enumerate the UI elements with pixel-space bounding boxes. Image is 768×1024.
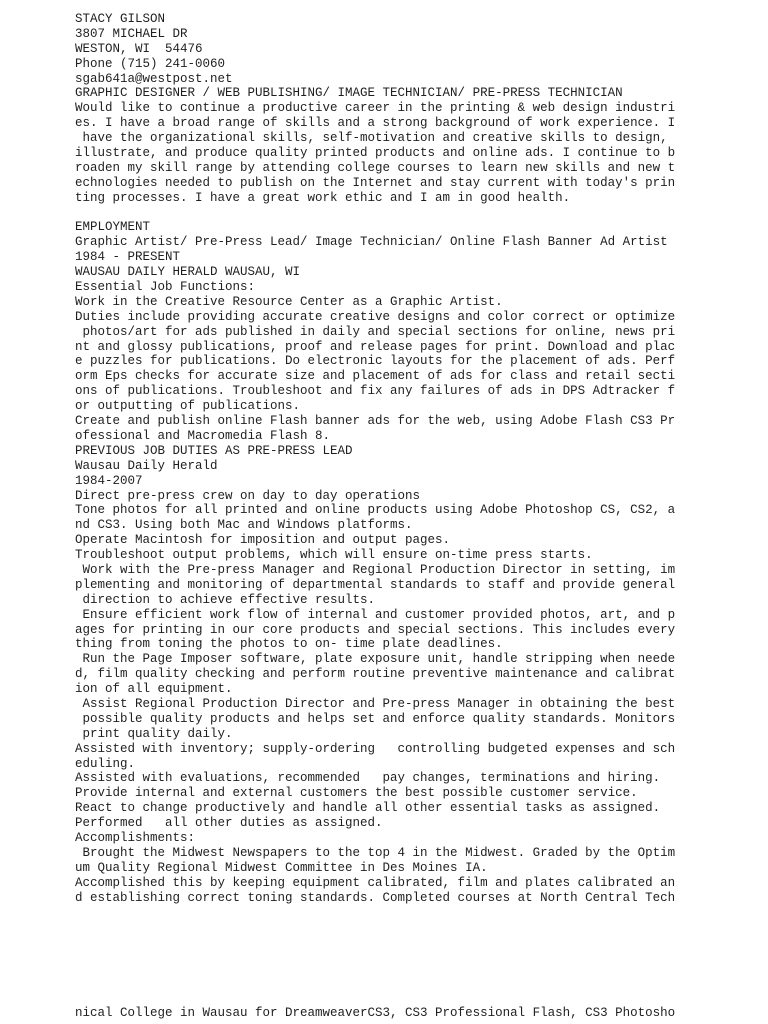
- duty-line: Direct pre-press crew on day to day operations: [75, 488, 421, 503]
- duty-line: Operate Macintosh for imposition and output pages.: [75, 533, 451, 548]
- job-title: Graphic Artist/ Pre-Press Lead/ Image Technician/ Online Flash Banner Ad Artist: [75, 235, 668, 250]
- employer-name: WAUSAU DAILY HERALD WAUSAU, WI: [75, 265, 301, 280]
- accomplishment-line: um Quality Regional Midwest Committee in Des Moines IA.: [75, 860, 488, 875]
- job-dates: 1984 - PRESENT: [75, 250, 181, 265]
- duty-line: Assist Regional Production Director and Pre-press Manager in obtaining the best: [75, 696, 676, 711]
- objective-line: illustrate, and produce quality printed products and online ads. I continue to b: [75, 146, 676, 161]
- duty-line: ion of all equipment.: [75, 682, 233, 697]
- page-bottom-text: [75, 1006, 675, 1021]
- continued-line: nical College in Wausau for DreamweaverCS3, CS3 Professional Flash, CS3 Photosho: [75, 1006, 676, 1020]
- accomplishments-heading: Accomplishments:: [75, 830, 196, 845]
- duty-line: eduling.: [75, 756, 136, 771]
- job-functions-heading: Essential Job Functions:: [75, 280, 256, 295]
- objective-line: Would like to continue a productive career in the printing & web design industri: [75, 101, 676, 116]
- duty-line: React to change productively and handle all other essential tasks as assigned.: [75, 801, 661, 816]
- duty-line: thing from toning the photos to on- time plate deadlines.: [75, 637, 503, 652]
- accomplishment-line: Accomplished this by keeping equipment calibrated, film and plates calibrated an: [75, 875, 676, 890]
- duty-line: Tone photos for all printed and online products using Adobe Photoshop CS, CS2, a: [75, 503, 676, 518]
- objective-line: echnologies needed to publish on the Internet and stay current with today's prin: [75, 175, 676, 190]
- job-function-line: Duties include providing accurate creative designs and color correct or optimize: [75, 309, 676, 324]
- resume-text-block: [75, 12, 675, 905]
- duty-line: print quality daily.: [75, 726, 233, 741]
- email-address: sgab641a@westpost.net: [75, 71, 233, 86]
- job-function-line: Create and publish online Flash banner ads for the web, using Adobe Flash CS3 Pr: [75, 414, 676, 429]
- job-function-line: Work in the Creative Resource Center as a Graphic Artist.: [75, 294, 503, 309]
- duty-line: possible quality products and helps set and enforce quality standards. Monitors: [75, 711, 676, 726]
- previous-employer: Wausau Daily Herald: [75, 458, 218, 473]
- address-line-2: WESTON, WI 54476: [75, 41, 203, 56]
- phone-number: Phone (715) 241-0060: [75, 56, 226, 71]
- objective-line: have the organizational skills, self-motivation and creative skills to design,: [75, 131, 668, 146]
- job-function-line: ofessional and Macromedia Flash 8.: [75, 428, 331, 443]
- job-function-line: e puzzles for publications. Do electronic layouts for the placement of ads. Perf: [75, 354, 676, 369]
- job-function-line: orm Eps checks for accurate size and placement of ads for class and retail secti: [75, 369, 676, 384]
- previous-dates: 1984-2007: [75, 473, 143, 488]
- duty-line: Work with the Pre-press Manager and Regional Production Director in setting, im: [75, 562, 676, 577]
- job-function-line: or outputting of publications.: [75, 399, 301, 414]
- duty-line: Assisted with evaluations, recommended pay changes, terminations and hiring.: [75, 771, 661, 786]
- job-function-line: nt and glossy publications, proof and release pages for print. Download and plac: [75, 339, 676, 354]
- duty-line: Performed all other duties as assigned.: [75, 816, 383, 831]
- duty-line: Ensure efficient work flow of internal and customer provided photos, art, and p: [75, 607, 676, 622]
- employment-heading: EMPLOYMENT: [75, 220, 151, 235]
- objective-title: GRAPHIC DESIGNER / WEB PUBLISHING/ IMAGE TECHNICIAN/ PRE-PRESS TECHNICIAN: [75, 86, 623, 101]
- duty-line: Troubleshoot output problems, which will ensure on-time press starts.: [75, 548, 593, 563]
- duty-line: plementing and monitoring of departmental standards to staff and provide general: [75, 577, 676, 592]
- accomplishment-line: d establishing correct toning standards. Completed courses at North Central Tech: [75, 890, 676, 905]
- duty-line: d, film quality checking and perform routine preventive maintenance and calibrat: [75, 667, 676, 682]
- address-line-1: 3807 MICHAEL DR: [75, 26, 188, 41]
- applicant-name: STACY GILSON: [75, 12, 166, 26]
- duty-line: Provide internal and external customers the best possible customer service.: [75, 786, 638, 801]
- paragraph-spacer: [75, 206, 675, 221]
- duty-line: ages for printing in our core products and special sections. This includes every: [75, 622, 676, 637]
- objective-line: ting processes. I have a great work ethic and I am in good health.: [75, 190, 571, 205]
- accomplishment-line: Brought the Midwest Newspapers to the top 4 in the Midwest. Graded by the Optim: [75, 845, 676, 860]
- duty-line: Run the Page Imposer software, plate exposure unit, handle stripping when neede: [75, 652, 676, 667]
- objective-line: roaden my skill range by attending college courses to learn new skills and new t: [75, 160, 676, 175]
- duty-line: Assisted with inventory; supply-ordering controlling budgeted expenses and sch: [75, 741, 676, 756]
- objective-line: es. I have a broad range of skills and a strong background of work experience. I: [75, 116, 676, 131]
- duty-line: nd CS3. Using both Mac and Windows platforms.: [75, 518, 413, 533]
- job-function-line: ons of publications. Troubleshoot and fix any failures of ads in DPS Adtracker f: [75, 384, 676, 399]
- previous-duties-heading: PREVIOUS JOB DUTIES AS PRE-PRESS LEAD: [75, 443, 353, 458]
- job-function-line: photos/art for ads published in daily and special sections for online, news pri: [75, 324, 676, 339]
- duty-line: direction to achieve effective results.: [75, 592, 376, 607]
